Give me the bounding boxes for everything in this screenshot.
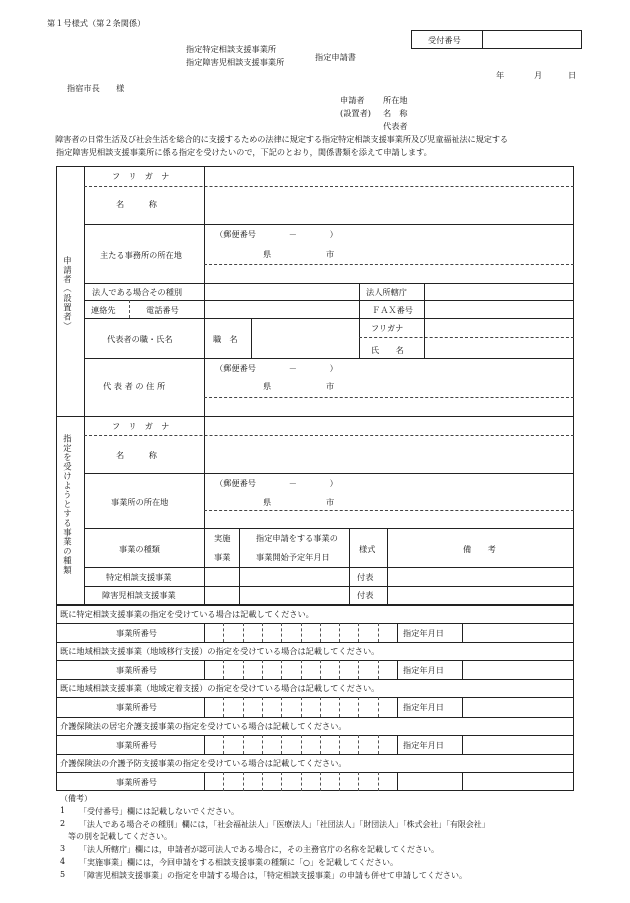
existing-number-label: 事業所番号 <box>116 628 157 638</box>
applicant-name-label: 名 称 <box>383 108 408 118</box>
contact-label: 連絡先 <box>91 305 116 315</box>
start-header-1: 指定申請をする事業の <box>256 533 338 543</box>
remark-3-number: 3 <box>60 844 66 853</box>
rep-furigana-label: フリガナ <box>371 323 404 333</box>
existing-number-label: 事業所番号 <box>116 702 157 713</box>
row1-attached: 付表 <box>357 572 374 582</box>
remarks-title: （備考） <box>60 794 92 803</box>
date-month: 月 <box>534 70 543 80</box>
remark-1-number: 1 <box>60 806 66 815</box>
business-postal-code[interactable]: （郵便番号 － ） <box>215 478 338 488</box>
rep-full-name-label: 氏 名 <box>371 345 404 355</box>
rep-city: 市 <box>326 381 335 391</box>
existing-note: 既に特定相談支援事業の指定を受けている場合は記載してください。 <box>60 609 314 619</box>
position-label: 職 名 <box>213 334 238 344</box>
applicant-address-label: 所在地 <box>383 95 408 105</box>
corp-type-label: 法人である場合その種別 <box>92 287 183 297</box>
name-label: 名 称 <box>116 199 157 209</box>
phone-label: 電話番号 <box>146 305 179 315</box>
fax-label: ＦＡＸ番号 <box>372 305 413 315</box>
remark-5: 「障害児相談支援事業」の指定を申請する場合は，「特定相談支援事業」の申請も併せて申請してください。 <box>79 871 467 880</box>
existing-date-label: 指定年月日 <box>403 665 444 676</box>
date-year: 年 <box>496 70 505 80</box>
remark-5-number: 5 <box>60 870 66 879</box>
date-day: 日 <box>568 70 577 80</box>
existing-date-label: 指定年月日 <box>403 628 444 638</box>
addressee: 指宿市長 様 <box>67 83 125 93</box>
business-section-label: 指定を受けようとする事業の種類 <box>62 434 73 575</box>
office-location-label: 事業所の所在地 <box>111 497 169 507</box>
existing-note: 介護保険法の居宅介護支援事業の指定を受けている場合は記載してください。 <box>60 720 347 731</box>
remark-2-number: 2 <box>60 819 66 828</box>
remark-3: 「法人所轄庁」欄には，申請者が認可法人である場合に，その主務官庁の名称を記載してください。 <box>79 845 439 854</box>
existing-number-label: 事業所番号 <box>116 739 157 750</box>
prefecture: 県 <box>263 249 272 259</box>
city: 市 <box>326 249 335 259</box>
form-number: 第１号様式（第２条関係） <box>47 18 146 28</box>
remarks-header: 備 考 <box>463 544 496 554</box>
row-child-consultation: 障害児相談支援事業 <box>102 590 176 600</box>
postal-code[interactable]: （郵便番号 － ） <box>215 229 338 239</box>
existing-note: 介護保険法の介護予防支援事業の指定を受けている場合は記載してください。 <box>60 757 347 768</box>
receipt-number-label: 受付番号 <box>428 35 461 45</box>
business-type-header: 事業の種類 <box>119 544 160 554</box>
rep-title-name-label: 代表者の職・氏名 <box>107 334 173 344</box>
title-line-2: 指定障害児相談支援事業所 <box>186 57 285 67</box>
intro-line-2: 指定障害児相談支援事業所に係る指定を受けたいので，下記のとおり，関係書類を添えて申請します。 <box>56 147 432 157</box>
rep-postal-code[interactable]: （郵便番号 － ） <box>215 363 338 373</box>
implement-header-1: 実施 <box>214 533 231 543</box>
remark-1: 「受付番号」欄には記載しないでください。 <box>79 807 239 816</box>
existing-number-label: 事業所番号 <box>116 665 157 676</box>
existing-date-label: 指定年月日 <box>403 739 444 750</box>
existing-number-label: 事業所番号 <box>116 776 157 787</box>
remark-2: 「法人である場合その種別」欄には，「社会福祉法人」「医療法人」「社団法人」「財団法人」「株式会社」「有限会社」 <box>79 820 490 829</box>
business-city: 市 <box>326 497 335 507</box>
corp-authority-label: 法人所轄庁 <box>366 287 407 297</box>
rep-address-label: 代 表 者 の 住 所 <box>103 381 166 391</box>
existing-note: 既に地域相談支援事業（地域移行支援）の指定を受けている場合は記載してください。 <box>60 646 380 657</box>
remark-2-cont: 等の別を記載してください。 <box>68 832 172 841</box>
title-line-1: 指定特定相談支援事業所 <box>186 44 277 54</box>
applicant-section-label: 申請者（設置者） <box>62 256 73 332</box>
applicant-rep-label: 代表者 <box>383 121 408 131</box>
main-office-label: 主たる事務所の所在地 <box>100 250 182 260</box>
intro-line-1: 障害者の日常生活及び社会生活を総合的に支援するための法律に規定する指定特定相談支援事業所及び児童福祉法に規定する <box>47 134 508 144</box>
business-prefecture: 県 <box>263 497 272 507</box>
applicant-label: 申請者 <box>340 95 365 105</box>
existing-date-label: 指定年月日 <box>403 702 444 713</box>
implement-header-2: 事業 <box>214 552 231 562</box>
remark-4: 「実施事業」欄には，今回申請をする相談支援事業の種類に「○」を記載してください。 <box>79 858 398 867</box>
row-specific-consultation: 特定相談支援事業 <box>106 572 172 582</box>
row2-attached: 付表 <box>357 590 374 600</box>
applicant-sub-label: (設置者) <box>340 108 371 118</box>
form-header: 様式 <box>359 544 376 554</box>
business-furigana-label: フ リ ガ ナ <box>112 421 170 431</box>
furigana-label: フ リ ガ ナ <box>112 171 170 181</box>
rep-prefecture: 県 <box>263 381 272 391</box>
business-name-label: 名 称 <box>116 450 157 460</box>
existing-note: 既に地域相談支援事業（地域定着支援）の指定を受けている場合は記載してください。 <box>60 683 380 694</box>
title-suffix: 指定申請書 <box>315 52 356 62</box>
remark-4-number: 4 <box>60 857 66 866</box>
start-header-2: 事業開始予定年月日 <box>256 552 330 562</box>
